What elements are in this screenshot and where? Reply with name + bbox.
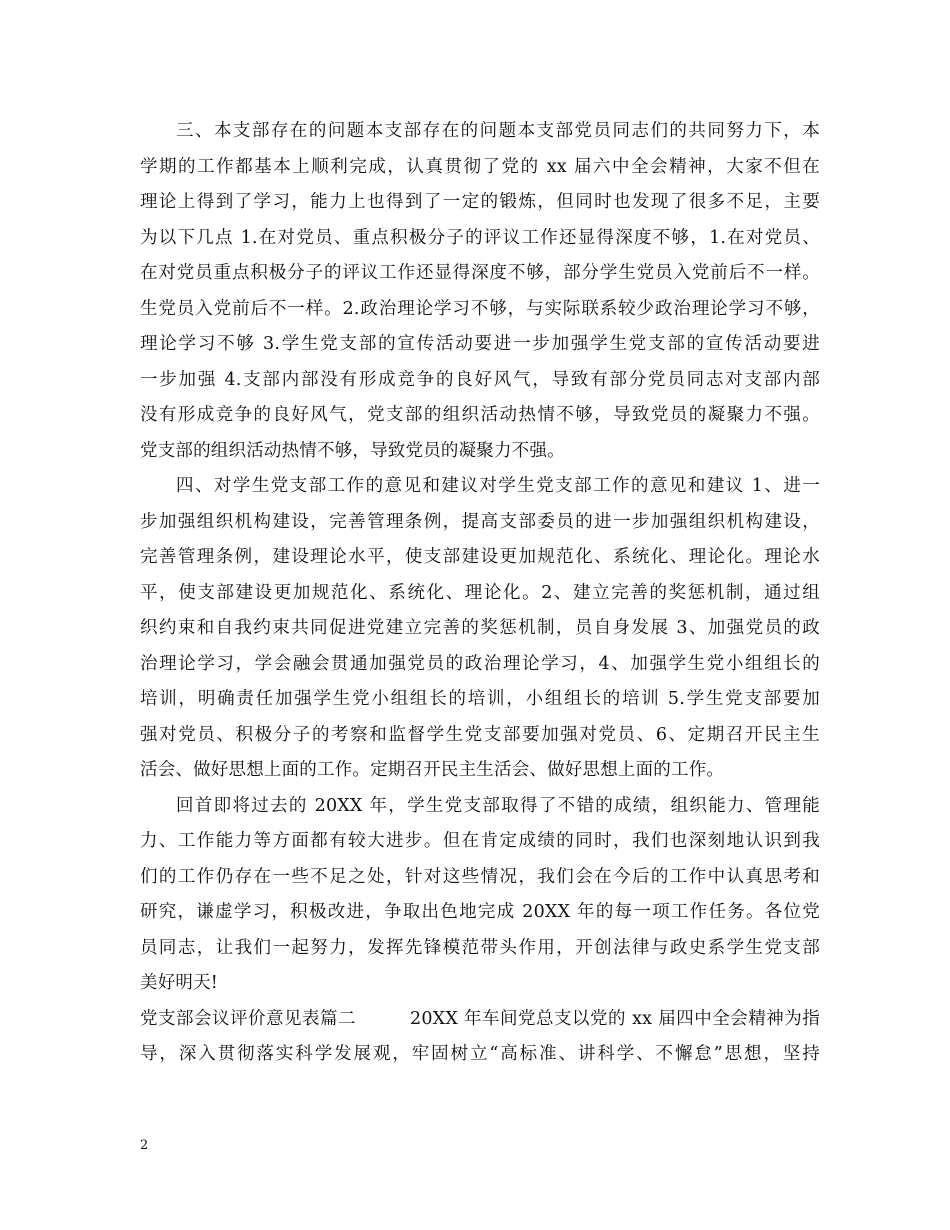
- paragraph-3-line-2: 学期的工作都基本上顺利完成，认真贯彻了党的 xx 届六中全会精神，大家不但在: [140, 156, 820, 177]
- paragraph-4-line-2: 步加强组织机构建设，完善管理条例，提高支部委员的进一步加强组织机构建设，: [140, 511, 820, 532]
- paragraph-5-line-3: 们的工作仍存在一些不足之处，针对这些情况，我们会在今后的工作中认真思考和: [140, 866, 820, 887]
- paragraph-5-line-6: 美好明天!: [140, 973, 219, 993]
- paragraph-4-line-1: 四、对学生党支部工作的意见和建议对学生党支部工作的意见和建议 1、进一: [176, 476, 820, 496]
- paragraph-4-line-8: 强对党员、积极分子的考察和监督学生党支部要加强对党员、6、定期召开民主生: [140, 724, 820, 745]
- paragraph-3-line-6: 生党员入党前后不一样。2.政治理论学习不够，与实际联系较少政治理论学习不够，: [140, 298, 820, 319]
- paragraph-3-line-9: 没有形成竞争的良好风气，党支部的组织活动热情不够，导致党员的凝聚力不强。: [140, 405, 820, 425]
- page-number: 2: [140, 1138, 149, 1153]
- document-body: [140, 114, 820, 1073]
- paragraph-5-line-5: 员同志，让我们一起努力，发挥先锋模范带头作用，开创法律与政史系学生党支部: [140, 937, 820, 958]
- section-body-line: 导，深入贯彻落实科学发展观，牢固树立“高标准、讲科学、不懈怠”思想，坚持: [140, 1044, 820, 1064]
- paragraph-3-line-7: 理论学习不够 3.学生党支部的宣传活动要进一步加强学生党支部的宣传活动要进: [140, 334, 820, 354]
- paragraph-5-line-4: 研究，谦虚学习，积极改进，争取出色地完成 20XX 年的每一项工作任务。各位党: [140, 902, 820, 922]
- paragraph-4-line-4: 平，使支部建设更加规范化、系统化、理论化。2、建立完善的奖惩机制，通过组: [140, 582, 820, 603]
- paragraph-3-line-5: 在对党员重点积极分子的评议工作还显得深度不够，部分学生党员入党前后不一样。: [140, 263, 820, 283]
- paragraph-4-line-6: 治理论学习，学会融会贯通加强党员的政治理论学习，4、加强学生党小组组长的: [140, 653, 820, 674]
- paragraph-5-line-1: 回首即将过去的 20XX 年，学生党支部取得了不错的成绩，组织能力、管理能: [176, 795, 820, 816]
- paragraph-3-line-8: 一步加强 4.支部内部没有形成竞争的良好风气，导致有部分党员同志对支部内部: [140, 369, 820, 390]
- paragraph-4-line-9: 活会、做好思想上面的工作。定期召开民主生活会、做好思想上面的工作。: [140, 760, 725, 780]
- paragraph-3-line-4: 为以下几点 1.在对党员、重点积极分子的评议工作还显得深度不够，1.在对党员、: [140, 227, 820, 248]
- paragraph-5-line-2: 力、工作能力等方面都有较大进步。但在肯定成绩的同时，我们也深刻地认识到我: [140, 831, 820, 851]
- section-heading-line: 党支部会议评价意见表篇二 20XX 年车间党总支以党的 xx 届四中全会精神为指: [140, 1008, 820, 1029]
- paragraph-4-line-7: 培训，明确责任加强学生党小组组长的培训，小组组长的培训 5.学生党支部要加: [140, 689, 820, 709]
- paragraph-4-line-5: 织约束和自我约束共同促进党建立完善的奖惩机制，员自身发展 3、加强党员的政: [140, 618, 820, 638]
- paragraph-3-line-1: 三、本支部存在的问题本支部存在的问题本支部党员同志们的共同努力下，本: [176, 121, 820, 141]
- paragraph-3-line-3: 理论上得到了学习，能力上也得到了一定的锻炼，但同时也发现了很多不足，主要: [140, 192, 820, 212]
- paragraph-4-line-3: 完善管理条例，建设理论水平，使支部建设更加规范化、系统化、理论化。理论水: [140, 547, 820, 567]
- paragraph-3-line-10: 党支部的组织活动热情不够，导致党员的凝聚力不强。: [140, 440, 565, 461]
